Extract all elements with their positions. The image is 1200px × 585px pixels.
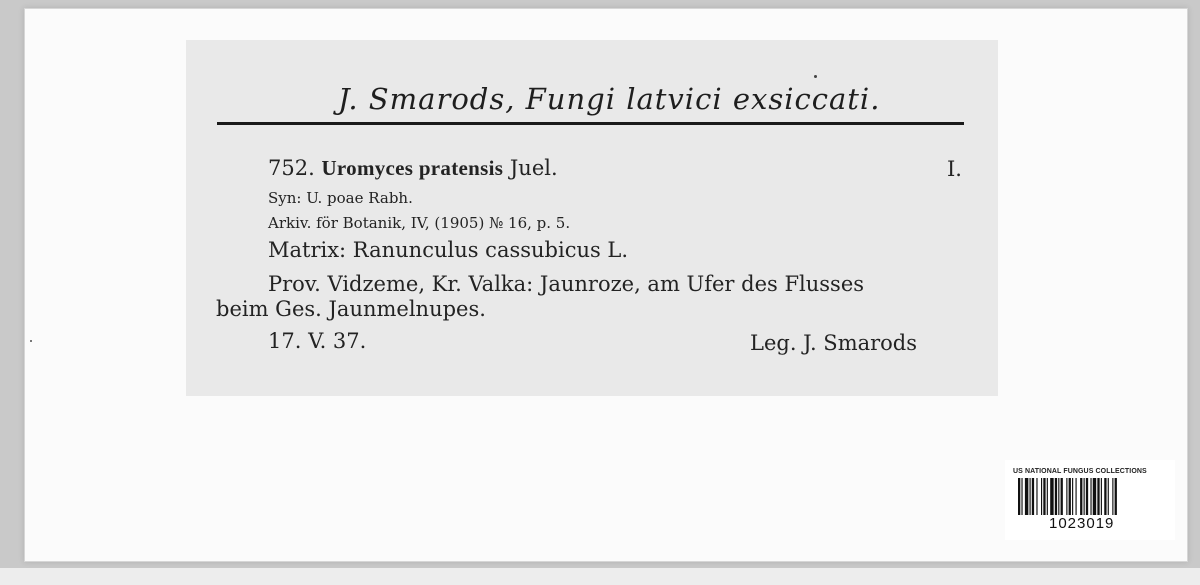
reference: Arkiv. för Botanik, IV, (1905) № 16, p. 5.	[268, 214, 571, 232]
locality-line-2: beim Ges. Jaunmelnupes.	[216, 297, 486, 321]
speck	[814, 75, 817, 78]
bottom-edge	[0, 568, 1200, 585]
barcode-institution: US NATIONAL FUNGUS COLLECTIONS	[1013, 468, 1147, 475]
species-line	[268, 156, 558, 181]
synonym: Syn: U. poae Rabh.	[268, 189, 413, 207]
species-author: Juel.	[509, 156, 558, 180]
speck	[30, 340, 32, 342]
barcode-icon	[1018, 478, 1158, 515]
collector: Leg. J. Smarods	[750, 331, 918, 355]
specimen-number: 752.	[268, 156, 315, 180]
label-title: J. Smarods, Fungi latvici exsiccati.	[338, 82, 881, 116]
spore-stage: I.	[947, 157, 962, 181]
title-rule	[217, 122, 964, 125]
locality-line-1: Prov. Vidzeme, Kr. Valka: Jaunroze, am Ufer des Flusses	[268, 272, 865, 296]
species-name: Uromyces pratensis	[321, 156, 504, 180]
matrix: Matrix: Ranunculus cassubicus L.	[268, 238, 629, 262]
collection-date: 17. V. 37.	[268, 329, 367, 353]
barcode-number: 1023019	[1049, 515, 1115, 532]
